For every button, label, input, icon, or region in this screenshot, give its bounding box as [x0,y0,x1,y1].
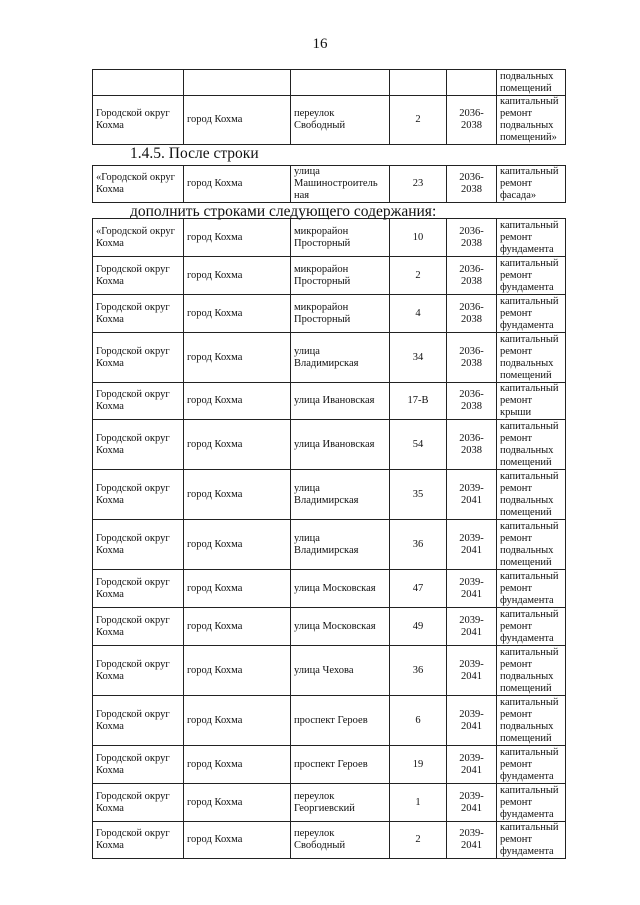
cell-house-number: 36 [390,520,447,570]
cell-street: улица Владимирская [291,520,390,570]
table-row [93,608,566,646]
cell-years: 2039-2041 [447,822,497,859]
cell-work-type: капитальный ремонт фундамента [497,822,566,859]
cell-city: город Кохма [184,520,291,570]
table-row [93,822,566,859]
cell-street: проспект Героев [291,746,390,784]
table-row [93,333,566,383]
cell-city: город Кохма [184,333,291,383]
cell-street: проспект Героев [291,696,390,746]
cell-work-type: капитальный ремонт фундамента [497,784,566,822]
cell-city: город Кохма [184,96,291,145]
cell-work-type: капитальный ремонт фундамента [497,219,566,257]
add-rows-heading: дополнить строками следующего содержания: [130,203,437,220]
cell-house-number: 10 [390,219,447,257]
cell-municipality: Городской округ Кохма [93,96,184,145]
cell-municipality: Городской округ Кохма [93,383,184,420]
cell-city: город Кохма [184,166,291,203]
cell-municipality: Городской округ Кохма [93,257,184,295]
page-number: 16 [312,36,328,52]
cell-house-number: 2 [390,96,447,145]
cell-years: 2036-2038 [447,166,497,203]
cell-street: улица Ивановская [291,420,390,470]
cell-house-number: 1 [390,784,447,822]
cell-work-type: капитальный ремонт фундамента [497,608,566,646]
cell-municipality: Городской округ Кохма [93,470,184,520]
cell-street: переулок Георгиевский [291,784,390,822]
cell-house-number: 47 [390,570,447,608]
cell-city: город Кохма [184,420,291,470]
cell-municipality: Городской округ Кохма [93,333,184,383]
cell-work-type: капитальный ремонт фасада» [497,166,566,203]
cell-municipality: Городской округ Кохма [93,746,184,784]
cell-years: 2039-2041 [447,746,497,784]
cell-years: 2036-2038 [447,96,497,145]
cell-house-number: 2 [390,257,447,295]
cell-work-type: капитальный ремонт подвальных помещений [497,470,566,520]
cell-house-number: 23 [390,166,447,203]
cell-work-type: капитальный ремонт крыши [497,383,566,420]
table-main [92,218,566,859]
cell-city: город Кохма [184,383,291,420]
cell-municipality: «Городской округ Кохма [93,219,184,257]
cell-city: город Кохма [184,822,291,859]
cell-work-type: подвальных помещений [497,70,566,96]
cell-house-number: 49 [390,608,447,646]
cell-house-number: 36 [390,646,447,696]
cell-house-number: 17-В [390,383,447,420]
cell-work-type: капитальный ремонт подвальных помещений» [497,96,566,145]
cell-street: улица Московская [291,608,390,646]
cell-work-type: капитальный ремонт фундамента [497,746,566,784]
cell-years: 2036-2038 [447,383,497,420]
cell-street [291,70,390,96]
cell-years: 2036-2038 [447,219,497,257]
cell-city: город Кохма [184,646,291,696]
cell-street: улица Ивановская [291,383,390,420]
cell-municipality: Городской округ Кохма [93,608,184,646]
cell-years: 2036-2038 [447,257,497,295]
cell-city: город Кохма [184,608,291,646]
cell-city: город Кохма [184,696,291,746]
cell-years: 2039-2041 [447,570,497,608]
cell-house-number: 34 [390,333,447,383]
cell-work-type: капитальный ремонт подвальных помещений [497,333,566,383]
cell-municipality: Городской округ Кохма [93,696,184,746]
cell-work-type: капитальный ремонт подвальных помещений [497,420,566,470]
cell-street: переулок Свободный [291,96,390,145]
table-row [93,784,566,822]
section-heading: 1.4.5. После строки [130,145,259,162]
cell-years: 2039-2041 [447,696,497,746]
cell-city: город Кохма [184,470,291,520]
cell-house-number: 4 [390,295,447,333]
table-row [93,520,566,570]
cell-municipality: Городской округ Кохма [93,295,184,333]
cell-municipality: Городской округ Кохма [93,520,184,570]
cell-street: микрорайон Просторный [291,219,390,257]
cell-street: улица Московская [291,570,390,608]
cell-work-type: капитальный ремонт фундамента [497,257,566,295]
cell-municipality: Городской округ Кохма [93,646,184,696]
cell-house-number: 35 [390,470,447,520]
cell-years: 2036-2038 [447,420,497,470]
table-row [93,420,566,470]
table-row [93,696,566,746]
cell-work-type: капитальный ремонт подвальных помещений [497,646,566,696]
cell-city: город Кохма [184,784,291,822]
cell-years: 2036-2038 [447,295,497,333]
cell-street: улица Чехова [291,646,390,696]
table-row [93,257,566,295]
table-row [93,470,566,520]
cell-municipality: «Городской округ Кохма [93,166,184,203]
cell-street: микрорайон Просторный [291,295,390,333]
cell-work-type: капитальный ремонт фундамента [497,295,566,333]
cell-municipality: Городской округ Кохма [93,822,184,859]
cell-city: город Кохма [184,219,291,257]
cell-street: улица Владимирская [291,470,390,520]
cell-work-type: капитальный ремонт подвальных помещений [497,520,566,570]
table-row [93,166,566,203]
cell-municipality: Городской округ Кохма [93,420,184,470]
cell-years: 2039-2041 [447,470,497,520]
cell-street: улица Владимирская [291,333,390,383]
cell-city: город Кохма [184,295,291,333]
cell-house-number: 19 [390,746,447,784]
cell-work-type: капитальный ремонт подвальных помещений [497,696,566,746]
cell-house-number: 6 [390,696,447,746]
table-row [93,646,566,696]
cell-years: 2039-2041 [447,520,497,570]
table-row [93,295,566,333]
cell-street: переулок Свободный [291,822,390,859]
table-row [93,219,566,257]
cell-street: улица Машиностроитель ная [291,166,390,203]
cell-city: город Кохма [184,746,291,784]
cell-years [447,70,497,96]
cell-work-type: капитальный ремонт фундамента [497,570,566,608]
cell-house-number [390,70,447,96]
cell-years: 2039-2041 [447,608,497,646]
table-row [93,96,566,145]
cell-house-number: 2 [390,822,447,859]
cell-years: 2039-2041 [447,646,497,696]
cell-city [184,70,291,96]
table-row [93,383,566,420]
cell-years: 2039-2041 [447,784,497,822]
cell-city: город Кохма [184,257,291,295]
cell-years: 2036-2038 [447,333,497,383]
cell-house-number: 54 [390,420,447,470]
table-top [92,69,566,145]
table-row [93,570,566,608]
cell-municipality: Городской округ Кохма [93,570,184,608]
cell-city: город Кохма [184,570,291,608]
table-middle [92,165,566,203]
cell-municipality: Городской округ Кохма [93,784,184,822]
cell-municipality [93,70,184,96]
table-row [93,70,566,96]
table-row [93,746,566,784]
cell-street: микрорайон Просторный [291,257,390,295]
